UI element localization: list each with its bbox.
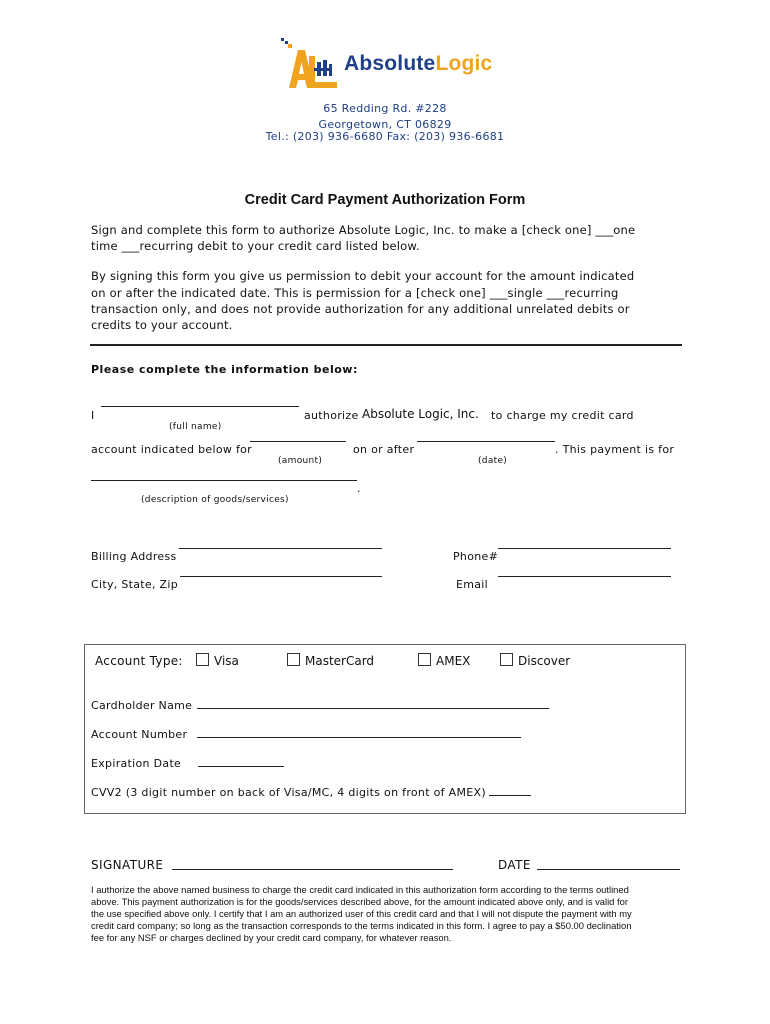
i-label: I [91,409,95,422]
cvv-label: CVV2 (3 digit number on back of Visa/MC, 4 digits on front of AMEX) [91,786,486,799]
mastercard-label: MasterCard [305,654,375,668]
permission-line-4: credits to your account. [91,318,233,332]
intro-line-2: time ___recurring debit to your credit card listed below. [91,239,420,253]
amex-checkbox[interactable] [418,653,431,666]
email-label: Email [456,578,489,591]
account-type-label: Account Type: [95,654,183,668]
intro-line-1: Sign and complete this form to authorize Absolute Logic, Inc. to make a [check one] ___one [91,223,636,237]
phone-field[interactable] [498,548,671,549]
section-divider [90,344,682,346]
permission-line-3: transaction only, and does not provide authorization for any additional unrelated debits or [91,302,630,316]
phone-label: Phone# [453,550,499,563]
logo-mark-icon [281,38,345,90]
full-name-field[interactable] [101,406,299,407]
cvv-field[interactable] [489,795,531,796]
permission-line-2: on or after the indicated date. This is permission for a [check one] ___single ___recurring [91,286,619,300]
date-caption: (date) [478,456,508,466]
logo-wordmark [344,52,492,76]
account-number-field[interactable] [197,737,521,738]
description-period: . [357,482,361,495]
section-heading: Please complete the information below: [91,363,358,376]
billing-address-field[interactable] [179,548,382,549]
signature-label: SIGNATURE [91,858,164,872]
mastercard-checkbox[interactable] [287,653,300,666]
visa-checkbox[interactable] [196,653,209,666]
legal-line-4: credit card company; so long as the transaction corresponds to the terms indicated in this form. I agree to pay a $50.00 declination [91,920,632,931]
legal-line-3: the use specified above only. I certify that I am an authorized user of this credit card and that I will not dispute the payment with my [91,908,632,919]
email-field[interactable] [498,576,671,577]
expiration-date-label: Expiration Date [91,757,182,770]
visa-label: Visa [214,654,239,668]
form-title: Credit Card Payment Authorization Form [244,192,526,208]
address-contact: Tel.: (203) 936-6680 Fax: (203) 936-6681 [265,130,505,143]
signature-date-field[interactable] [537,869,680,870]
amex-label: AMEX [436,654,471,668]
logo-name-part2: Logic [435,52,493,75]
amount-field[interactable] [250,441,346,442]
discover-checkbox[interactable] [500,653,513,666]
legal-text [91,884,686,944]
on-or-after-label: on or after [353,443,415,456]
cardholder-name-label: Cardholder Name [91,699,193,712]
logo-name-part1: Absolute [344,52,436,75]
date-field[interactable] [417,441,555,442]
description-caption: (description of goods/services) [141,495,289,505]
authorize-label: authorize [304,409,359,422]
address-line-1: 65 Redding Rd. #228 [323,102,447,115]
legal-line-5: fee for any NSF or charges declined by your credit card company, for whatever reason. [91,932,452,943]
billing-address-label: Billing Address [91,550,177,563]
company-name: Absolute Logic, Inc. [362,407,479,421]
charge-label: to charge my credit card [491,409,634,422]
signature-field[interactable] [172,869,453,870]
amount-caption: (amount) [278,456,323,466]
description-field[interactable] [91,480,357,481]
legal-line-1: I authorize the above named business to charge the credit card indicated in this authorization form according to the terms outlined [91,884,629,895]
address-line-2: Georgetown, CT 06829 [318,118,452,131]
discover-label: Discover [518,654,571,668]
date-label: DATE [498,858,531,872]
legal-line-2: above. This payment authorization is for the goods/services described above, for the amount indicated above only, and is valid for [91,896,628,907]
account-label: account indicated below for [91,443,252,456]
city-state-zip-label: City, State, Zip [91,578,179,591]
cardholder-name-field[interactable] [197,708,549,709]
expiration-date-field[interactable] [198,766,284,767]
account-number-label: Account Number [91,728,188,741]
payment-for-label: . This payment is for [555,443,675,456]
permission-line-1: By signing this form you give us permission to debit your account for the amount indicated [91,269,635,283]
full-name-caption: (full name) [169,422,222,432]
city-state-zip-field[interactable] [180,576,382,577]
